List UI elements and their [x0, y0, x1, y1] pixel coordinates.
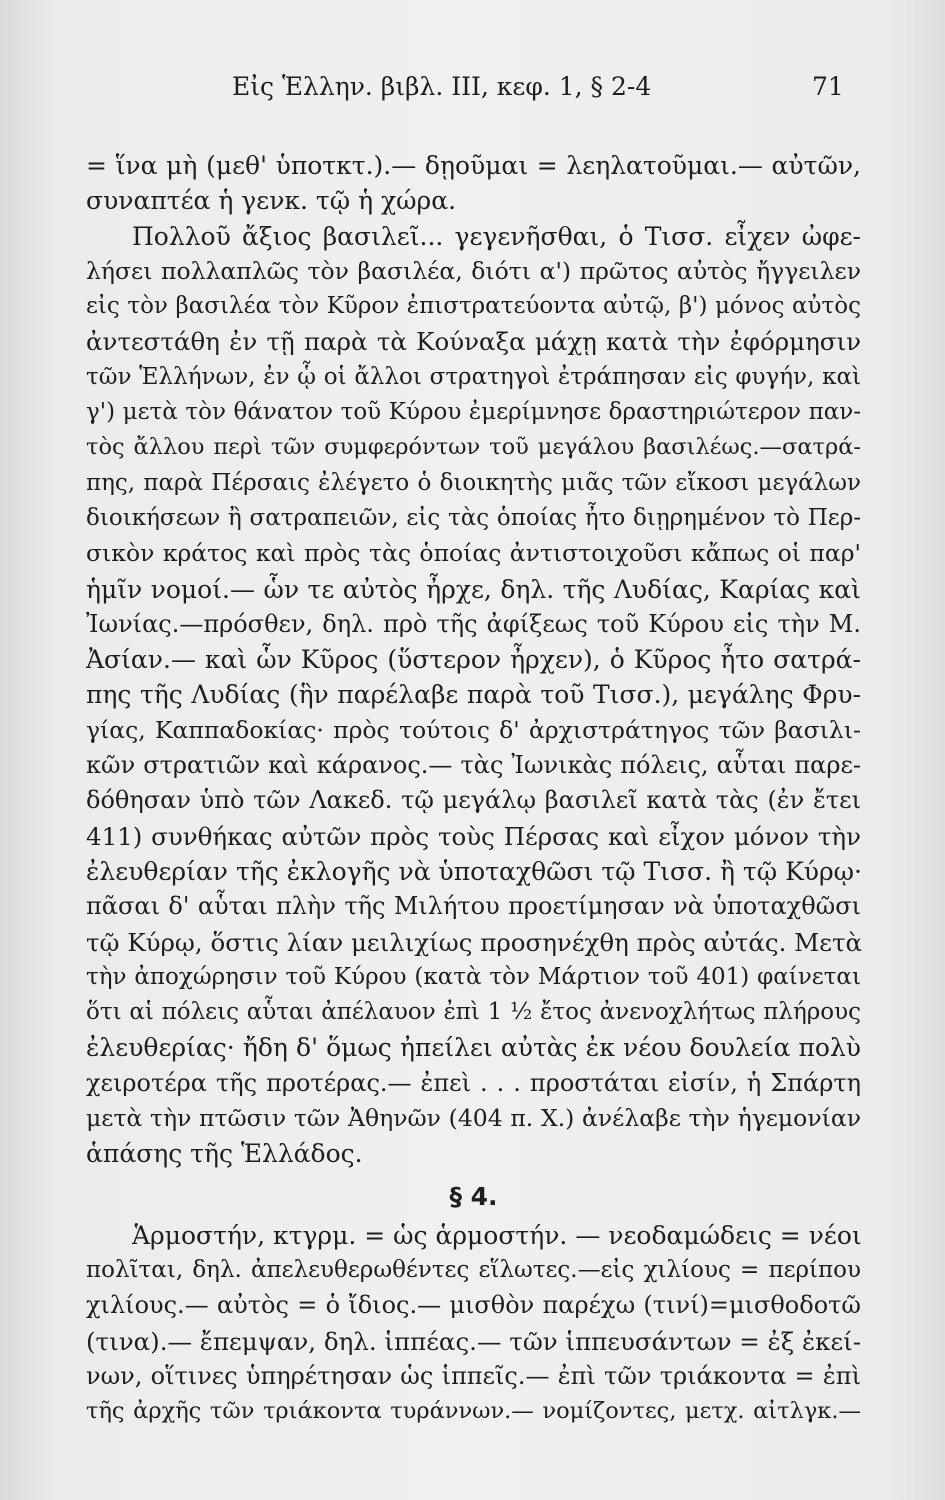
- text-line: τῷ Κύρῳ, ὅστις λίαν μειλιχίως προσηνέχθη πρὸς αὐτάς. Μετὰ: [86, 927, 863, 957]
- text-line: Ἁρμοστήν, κτγρμ. = ὡς ἁρμοστήν. — νεοδαμώδεις = νέοι: [132, 1220, 862, 1250]
- text-line: συναπτέα ἡ γενκ. τῷ ἡ χώρα.: [86, 186, 457, 216]
- text-line: πολῖται, δηλ. ἀπελευθερωθέντες εἵλωτες.—εἰς χιλίους = περίπου: [86, 1256, 861, 1283]
- page-number: 71: [812, 72, 844, 101]
- text-line: ἁπάσης τῆς Ἑλλάδος.: [86, 1139, 363, 1169]
- text-line: Ἀσίαν.— καὶ ὧν Κῦρος (ὕστερον ἦρχεν), ὁ Κῦρος ἦτο σατρά-: [86, 645, 861, 675]
- text-line: χιλίους.— αὐτὸς = ὁ ἴδιος.— μισθὸν παρέχω (τινί)=μισθοδοτῶ: [86, 1291, 861, 1320]
- text-line: γ') μετὰ τὸν θάνατον τοῦ Κύρου ἐμερίμνησε δραστηριώτερον παν-: [86, 399, 861, 426]
- section-heading: § 4.: [449, 1181, 498, 1211]
- text-line: δόθησαν ὑπὸ τῶν Λακεδ. τῷ μεγάλῳ βασιλεῖ κατὰ τὰς (ἐν ἔτει: [86, 786, 861, 815]
- text-line: χειροτέρα τῆς προτέρας.— ἐπεὶ . . . προστάται εἰσίν, ἡ Σπάρτη: [86, 1068, 861, 1097]
- text-line: πης, παρὰ Πέρσαις ἐλέγετο ὁ διοικητὴς μιᾶς τῶν εἴκοσι μεγάλων: [86, 469, 861, 496]
- commentary-text: [86, 148, 861, 1429]
- text-line: 411) συνθήκας αὐτῶν πρὸς τοὺς Πέρσας καὶ εἶχον μόνον τὴν: [86, 821, 861, 851]
- text-line: κῶν στρατιῶν καὶ κάρανος.— τὰς Ἰωνικὰς πόλεις, αὗται παρε-: [86, 751, 861, 780]
- text-line: σικὸν κράτος καὶ πρὸς τὰς ὁποίας ἀντιστοιχοῦσι κἄπως οἱ παρ': [86, 539, 861, 568]
- text-line: πᾶσαι δ' αὗται πλὴν τῆς Μιλήτου προετίμησαν νὰ ὑποταχθῶσι: [86, 892, 861, 921]
- text-line: λήσει πολλαπλῶς τὸν βασιλέα, διότι α') πρῶτος αὐτὸς ἤγγειλεν: [86, 256, 861, 285]
- text-line: ἐλευθερίας· ἤδη δ' ὅμως ἠπείλει αὐτὰς ἐκ νέου δουλεία πολὺ: [86, 1033, 861, 1063]
- text-line: ἐλευθερίαν τῆς ἐκλογῆς νὰ ὑποταχθῶσι τῷ Τισσ. ἢ τῷ Κύρῳ·: [86, 856, 862, 886]
- text-line: ἡμῖν νομοί.— ὧν τε αὐτὸς ἦρχε, δηλ. τῆς Λυδίας, Καρίας καὶ: [86, 574, 861, 604]
- running-head: [0, 72, 945, 112]
- text-line: τῆς ἀρχῆς τῶν τριάκοντα τυράννων.— νομίζοντες, μετχ. αἰτλγκ.—: [86, 1398, 861, 1425]
- text-line: (τινα).— ἔπεμψαν, δηλ. ἱππέας.— τῶν ἱππευσάντων = ἐξ ἐκεί-: [86, 1326, 862, 1356]
- text-line: εἰς τὸν βασιλέα τὸν Κῦρον ἐπιστρατεύοντα αὐτῷ, β') μόνος αὐτὸς: [86, 293, 861, 320]
- text-line: πης τῆς Λυδίας (ἣν παρέλαβε παρὰ τοῦ Τισσ.), μεγάλης Φρυ-: [86, 680, 861, 710]
- text-line: νων, οἵτινες ὑπηρέτησαν ὡς ἱππεῖς.— ἐπὶ τῶν τριάκοντα = ἐπὶ: [86, 1361, 861, 1390]
- running-title: Εἰς Ἑλλην. βιβλ. III, κεφ. 1, § 2-4: [232, 72, 652, 101]
- text-line: διοικήσεων ἢ σατραπειῶν, εἰς τὰς ὁποίας ἦτο διῃρημένον τὸ Περ-: [86, 504, 861, 531]
- text-line: ἀντεστάθη ἐν τῇ παρὰ τὰ Κούναξα μάχῃ κατὰ τὴν ἐφόρμησιν: [86, 327, 861, 357]
- text-line: = ἵνα μὴ (μεθ' ὑποτκτ.).— δῃοῦμαι = λεηλατοῦμαι.— αὐτῶν,: [86, 151, 861, 180]
- text-line: γίας, Καππαδοκίας· πρὸς τούτοις δ' ἀρχιστράτηγος τῶν βασιλι-: [86, 715, 861, 744]
- text-line: μετὰ τὴν πτῶσιν τῶν Ἀθηνῶν (404 π. Χ.) ἀνέλαβε τὴν ἡγεμονίαν: [86, 1104, 861, 1133]
- text-line: τῶν Ἑλλήνων, ἐν ᾧ οἱ ἄλλοι στρατηγοὶ ἐτράπησαν εἰς φυγήν, καὶ: [86, 363, 861, 390]
- text-line: τὴν ἀποχώρησιν τοῦ Κύρου (κατὰ τὸν Μάρτιον τοῦ 401) φαίνεται: [86, 963, 861, 990]
- text-line: ὅτι αἱ πόλεις αὗται ἀπέλαυον ἐπὶ 1 ½ ἔτος ἀνενοχλήτως πλήρους: [86, 999, 861, 1026]
- text-line: Πολλοῦ ἄξιος βασιλεῖ... γεγενῆσθαι, ὁ Τισσ. εἶχεν ὠφε-: [132, 221, 861, 251]
- text-line: Ἰωνίας.—πρόσθεν, δηλ. πρὸ τῆς ἀφίξεως τοῦ Κύρου εἰς τὴν Μ.: [86, 609, 861, 638]
- text-line: τὸς ἄλλου περὶ τῶν συμφερόντων τοῦ μεγάλου βασιλέως.—σατρά-: [86, 434, 861, 461]
